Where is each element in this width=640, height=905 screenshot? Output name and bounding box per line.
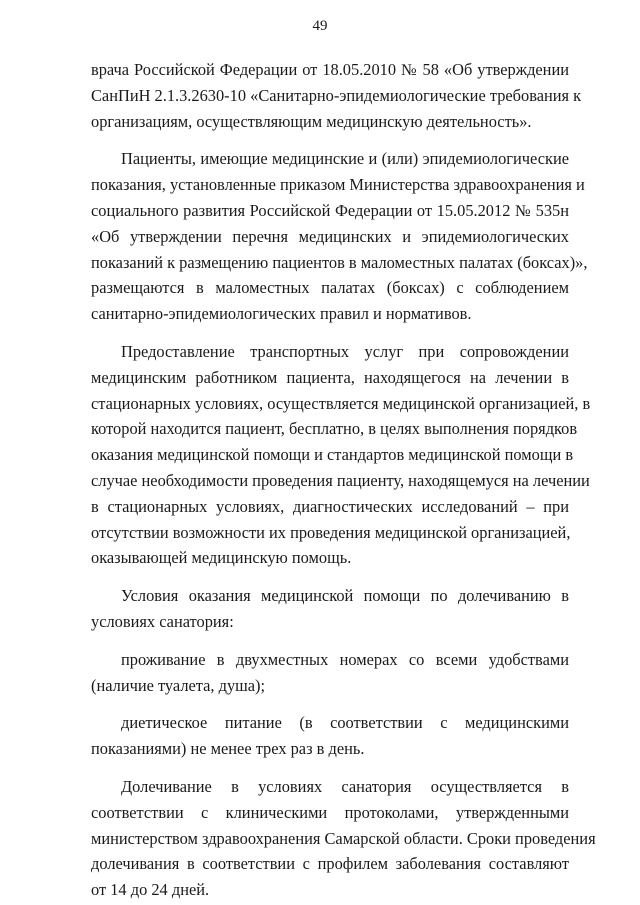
paragraph-sanatorium-conditions	[91, 583, 569, 635]
text-line: Условия оказания медицинской помощи по долечиванию в	[121, 586, 569, 606]
text-line: в стационарных условиях, диагностических исследований – при	[91, 496, 569, 516]
text-line: долечивания в соответствии с профилем заболевания составляют	[91, 854, 569, 874]
text-line: отсутствии возможности их проведения медицинской организацией,	[91, 522, 571, 542]
paragraph-aftercare-terms	[91, 774, 596, 903]
text-line: условиях санатория:	[91, 611, 234, 631]
paragraph-diet	[91, 710, 569, 762]
text-line: показаний к размещению пациентов в маломестных палатах (боксах)»,	[91, 252, 588, 272]
paragraph-patients-indications	[91, 146, 588, 327]
text-line: которой находится пациент, бесплатно, в целях выполнения порядков	[91, 419, 578, 439]
text-line: оказания медицинской помощи и стандартов медицинской помощи в	[91, 445, 574, 465]
text-line: от 14 до 24 дней.	[91, 880, 210, 900]
text-line: размещаются в маломестных палатах (боксах) с соблюдением	[91, 278, 569, 298]
text-line: Предоставление транспортных услуг при сопровождении	[121, 341, 569, 361]
text-line: стационарных условиях, осуществляется медицинской организацией, в	[91, 393, 591, 413]
text-line: (наличие туалета, душа);	[91, 675, 266, 695]
text-line: случае необходимости проведения пациенту, находящемуся на лечении	[91, 470, 590, 490]
text-line: врача Российской Федерации от 18.05.2010 № 58 «Об утверждении	[91, 60, 569, 79]
text-line: соответствии с клиническими протоколами, утвержденными	[91, 802, 569, 822]
text-line: СанПиН 2.1.3.2630-10 «Санитарно-эпидемиологические требования к	[91, 85, 582, 105]
text-line: Долечивание в условиях санатория осуществляется в	[121, 776, 569, 796]
text-line: санитарно-эпидемиологических правил и нормативов.	[91, 304, 472, 324]
paragraph-sanpin-reference	[91, 57, 582, 134]
text-line: проживание в двухместных номерах со всеми удобствами	[121, 649, 569, 669]
document-body	[91, 57, 596, 903]
text-line: Пациенты, имеющие медицинские и (или) эпидемиологические	[121, 149, 569, 169]
paragraph-transport-services	[91, 339, 591, 571]
paragraph-accommodation	[91, 647, 569, 699]
text-line: показаниями) не менее трех раз в день.	[91, 739, 365, 759]
text-line: «Об утверждении перечня медицинских и эпидемиологических	[91, 226, 569, 246]
text-line: министерством здравоохранения Самарской области. Сроки проведения	[91, 828, 596, 848]
text-line: оказывающей медицинскую помощь.	[91, 548, 352, 568]
text-line: организациям, осуществляющим медицинскую деятельность».	[91, 111, 532, 131]
text-line: показания, установленные приказом Министерства здравоохранения и	[91, 175, 585, 195]
text-line: социального развития Российской Федерации от 15.05.2012 № 535н	[91, 200, 569, 220]
page-number: 49	[312, 18, 328, 34]
text-line: медицинским работником пациента, находящегося на лечении в	[91, 367, 569, 387]
text-line: диетическое питание (в соответствии с медицинскими	[121, 713, 569, 733]
